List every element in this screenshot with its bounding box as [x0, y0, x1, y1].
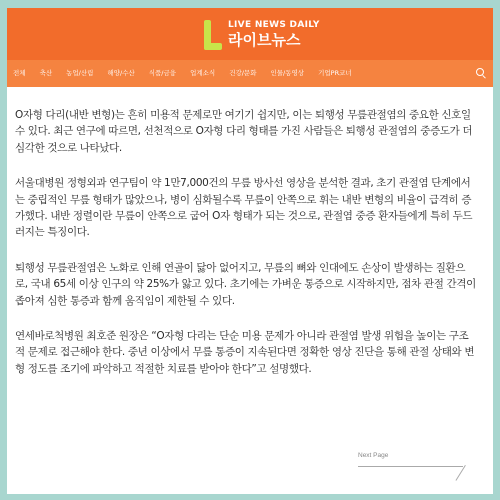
nav-item-industry-news[interactable]: 업계소식 — [190, 69, 216, 77]
next-arrow-icon — [358, 466, 463, 467]
logo-korean-text: 라이브뉴스 — [228, 31, 301, 49]
nav-item-people-video[interactable]: 인물/동영상 — [270, 69, 305, 77]
nav-item-health-culture[interactable]: 건강/문화 — [229, 69, 257, 77]
site-header — [7, 8, 493, 60]
nav-item-corporate-pr[interactable]: 기업PR코너 — [318, 69, 352, 77]
logo-english-text: LIVE NEWS DAILY — [228, 20, 320, 30]
article-body — [15, 107, 477, 396]
nav-item-food-finance[interactable]: 식품/금융 — [148, 69, 177, 77]
main-nav — [7, 60, 493, 87]
nav-item-all[interactable]: 전체 — [13, 69, 26, 77]
nav-item-agriculture[interactable]: 농업/산림 — [66, 69, 94, 77]
article-paragraph: 서울대병원 정형외과 연구팀이 약 1만7,000건의 무릎 방사선 영상을 분석한 결과, 초기 관절염 단계에서는 중립적인 무릎 형태가 많았으나, 병이 심화될수록 무릎이 안쪽으로 휘는 내반 변형의 비율이 급격히 증가했다. 내반 정렬이란 무릎이 안쪽으로 굽어 O자 형태가 되는 것으로, 관절염 중증 환자들에게 특히 두드러지는 특징이다. — [15, 177, 473, 239]
next-page-link[interactable] — [358, 452, 474, 472]
next-page-label: Next Page — [358, 452, 389, 459]
article-paragraph: 퇴행성 무릎관절염은 노화로 인해 연골이 닳아 없어지고, 무릎의 뼈와 인대에도 손상이 발생하는 질환으로, 국내 65세 이상 인구의 약 25%가 앓고 있다. 초기에는 가벼운 통증으로 시작하지만, 점차 관절 간격이 좁아져 심한 통증과 함께 움직임이 제한될 수 있다. — [15, 261, 476, 307]
nav-item-marine[interactable]: 해양/수산 — [107, 69, 135, 77]
logo-mark-icon — [200, 20, 224, 52]
nav-item-livestock[interactable]: 축산 — [39, 69, 53, 77]
search-icon[interactable] — [476, 68, 487, 79]
article-paragraph: 연세바로척병원 최호준 원장은 “O자형 다리는 단순 미용 문제가 아니라 관절염 발생 위험을 높이는 구조적 문제로 접근해야 한다. 중년 이상에서 무릎 통증이 지속된다면 정확한 영상 진단을 통해 관절 상태와 변형 정도를 조기에 파악하고 적절한 치료를 받아야 한다”고 설명했다. — [15, 330, 475, 375]
article-paragraph: O자형 다리(내반 변형)는 흔히 미용적 문제로만 여기기 쉽지만, 이는 퇴행성 무릎관절염의 중요한 신호일 수 있다. 최근 연구에 따르면, 선천적으로 O자형 다리 형태를 가진 사람들은 퇴행성 관절염의 중증도가 더 심각한 것으로 나타났다. — [15, 109, 473, 154]
site-logo[interactable] — [200, 20, 320, 52]
